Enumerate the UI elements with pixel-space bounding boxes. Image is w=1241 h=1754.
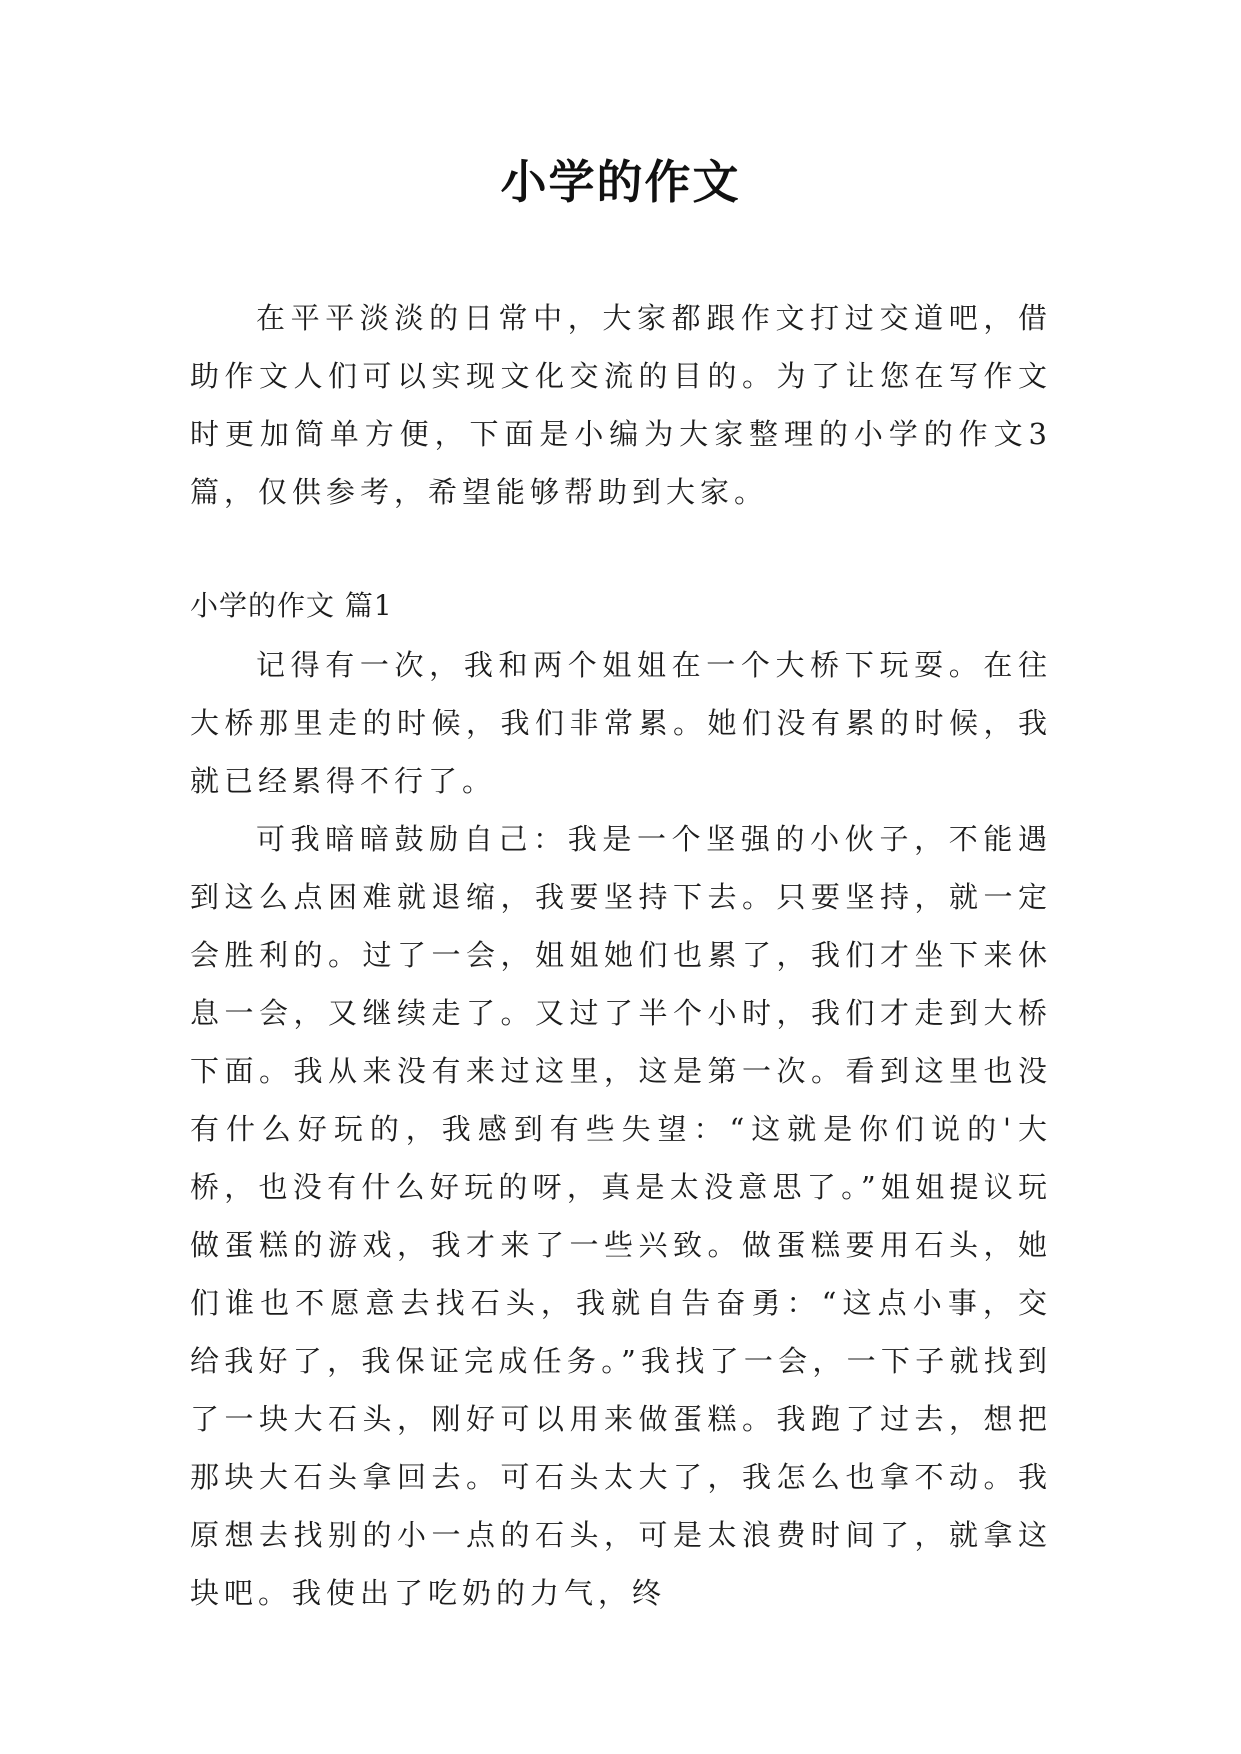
body-paragraph-1: 记得有一次，我和两个姐姐在一个大桥下玩耍。在往大桥那里走的时候，我们非常累。她们没有累的时候，我就已经累得不行了。 — [190, 648, 1052, 798]
section-heading: 小学的作文 篇1 — [190, 589, 393, 622]
body-paragraph-2: 可我暗暗鼓励自己：我是一个坚强的小伙子，不能遇到这么点困难就退缩，我要坚持下去。只要坚持，就一定会胜利的。过了一会，姐姐她们也累了，我们才坐下来休息一会，又继续走了。又过了半个小时，我们才走到大桥下面。我从来没有来过这里，这是第一次。看到这里也没有什么好玩的，我感到有些失望：“这就是你们说的'大桥，也没有什么好玩的呀，真是太没意思了。”姐姐提议玩做蛋糕的游戏，我才来了一些兴致。做蛋糕要用石头，她们谁也不愿意去找石头，我就自告奋勇：“这点小事，交给我好了，我保证完成任务。”我找了一会，一下子就找到了一块大石头，刚好可以用来做蛋糕。我跑了过去，想把那块大石头拿回去。可石头太大了，我怎么也拿不动。我原想去找别的小一点的石头，可是太浪费时间了，就拿这块吧。我使出了吃奶的力气，终 — [190, 822, 1052, 1610]
document-title: 小学的作文 — [500, 155, 741, 209]
intro-block — [190, 289, 1052, 521]
intro-paragraph: 在平平淡淡的日常中，大家都跟作文打过交道吧，借助作文人们可以实现文化交流的目的。为了让您在写作文时更加简单方便，下面是小编为大家整理的小学的作文3篇，仅供参考，希望能够帮助到大家。 — [190, 301, 1052, 509]
section-body — [190, 636, 1052, 1622]
